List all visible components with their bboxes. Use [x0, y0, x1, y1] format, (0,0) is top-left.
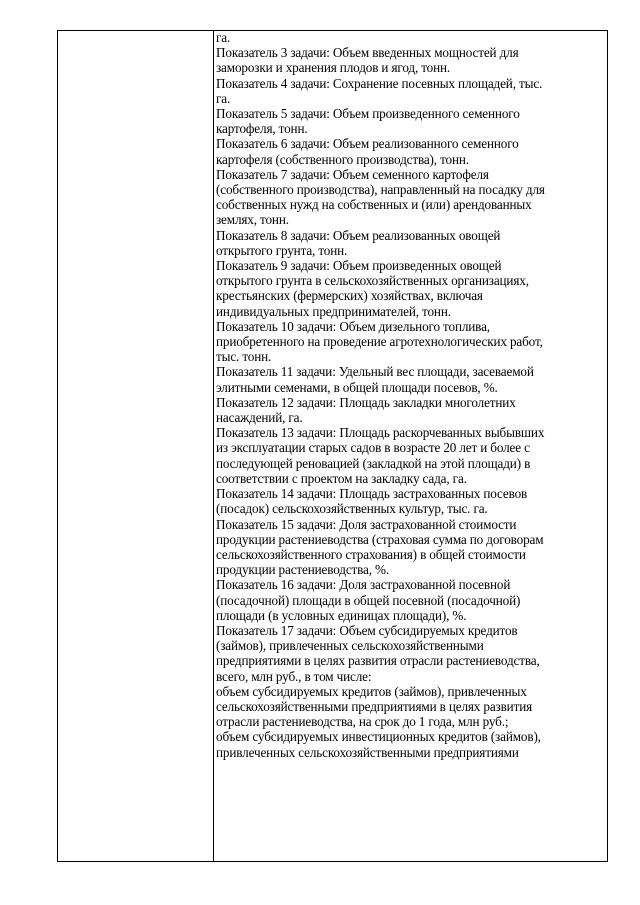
text-line: заморозки и хранения плодов и ягод, тонн.	[216, 60, 451, 76]
text-line: (займов), привлеченных сельскохозяйственными	[216, 638, 484, 654]
table-row	[58, 31, 608, 862]
text-line: индивидуальных предпринимателей, тонн.	[216, 303, 451, 319]
text-line: Показатель 5 задачи: Объем произведенного семенного	[216, 106, 520, 122]
text-line: картофеля, тонн.	[216, 121, 308, 137]
text-line: привлеченных сельскохозяйственными предприятиями	[216, 744, 519, 760]
text-line: Показатель 14 задачи: Площадь застрахованных посевов	[216, 486, 528, 502]
text-line: отрасли растениеводства, на срок до 1 года, млн руб.;	[216, 714, 509, 730]
text-line: Показатель 3 задачи: Объем введенных мощностей для	[216, 45, 519, 61]
text-line: из эксплуатации старых садов в возрасте 20 лет и более с	[216, 440, 530, 456]
text-line: открытого грунта в сельскохозяйственных организациях,	[216, 273, 529, 289]
text-line: объем субсидируемых инвестиционных кредитов (займов),	[216, 729, 541, 745]
text-line: Показатель 9 задачи: Объем произведенных овощей	[216, 258, 502, 274]
text-line: Показатель 7 задачи: Объем семенного картофеля	[216, 166, 489, 182]
text-line: всего, млн руб., в том числе:	[216, 668, 372, 684]
text-line: продукции растениеводства, %.	[216, 562, 390, 578]
indicators-cell	[214, 31, 608, 862]
text-line: предприятиями в целях развития отрасли растениеводства,	[216, 653, 540, 669]
text-line: Показатель 16 задачи: Доля застрахованной посевной	[216, 577, 511, 593]
text-line: (собственного производства), направленный на посадку для	[216, 182, 545, 198]
text-line: га.	[216, 30, 231, 45]
text-line: Показатель 17 задачи: Объем субсидируемых кредитов	[216, 622, 518, 638]
text-line: насаждений, га.	[216, 410, 303, 426]
text-line: последующей реновацией (закладкой на этой площади) в	[216, 455, 531, 471]
text-line: элитными семенами, в общей площади посевов, %.	[216, 379, 498, 395]
text-line: Показатель 11 задачи: Удельный вес площади, засеваемой	[216, 364, 534, 380]
text-line: собственных нужд на собственных и (или) арендованных	[216, 197, 532, 213]
text-line: площади (в условных единицах площади), %.	[216, 607, 467, 623]
text-line: Показатель 8 задачи: Объем реализованных овощей	[216, 227, 501, 243]
text-line: открытого грунта, тонн.	[216, 242, 348, 258]
text-line: (посадок) сельскохозяйственных культур, тыс. га.	[216, 501, 488, 517]
text-line: га.	[216, 90, 231, 106]
text-line: Показатель 12 задачи: Площадь закладки многолетних	[216, 394, 516, 410]
text-line: Показатель 13 задачи: Площадь раскорчеванных выбывших	[216, 425, 545, 441]
text-line: Показатель 15 задачи: Доля застрахованной стоимости	[216, 516, 517, 532]
empty-left-cell	[58, 31, 214, 862]
text-line: тыс. тонн.	[216, 349, 272, 365]
text-line: объем субсидируемых кредитов (займов), привлеченных	[216, 683, 527, 699]
text-line: приобретенного на проведение агротехнологических работ,	[216, 334, 543, 350]
text-line: картофеля (собственного производства), тонн.	[216, 151, 469, 167]
text-line: (посадочной) площади в общей посевной (посадочной)	[216, 592, 521, 608]
text-line: соответствии с проектом на закладку сада, га.	[216, 470, 467, 486]
text-line: Показатель 4 задачи: Сохранение посевных площадей, тыс.	[216, 75, 543, 91]
indicators-text	[214, 30, 607, 760]
text-line: крестьянских (фермерских) хозяйствах, включая	[216, 288, 483, 304]
text-line: Показатель 6 задачи: Объем реализованного семенного	[216, 136, 519, 152]
text-line: сельскохозяйственными предприятиями в целях развития	[216, 698, 533, 714]
document-table	[57, 30, 608, 862]
text-line: продукции растениеводства (страховая сумма по договорам	[216, 531, 544, 547]
text-line: Показатель 10 задачи: Объем дизельного топлива,	[216, 318, 490, 334]
text-line: сельскохозяйственного страхования) в общей стоимости	[216, 546, 526, 562]
text-line: землях, тонн.	[216, 212, 289, 228]
